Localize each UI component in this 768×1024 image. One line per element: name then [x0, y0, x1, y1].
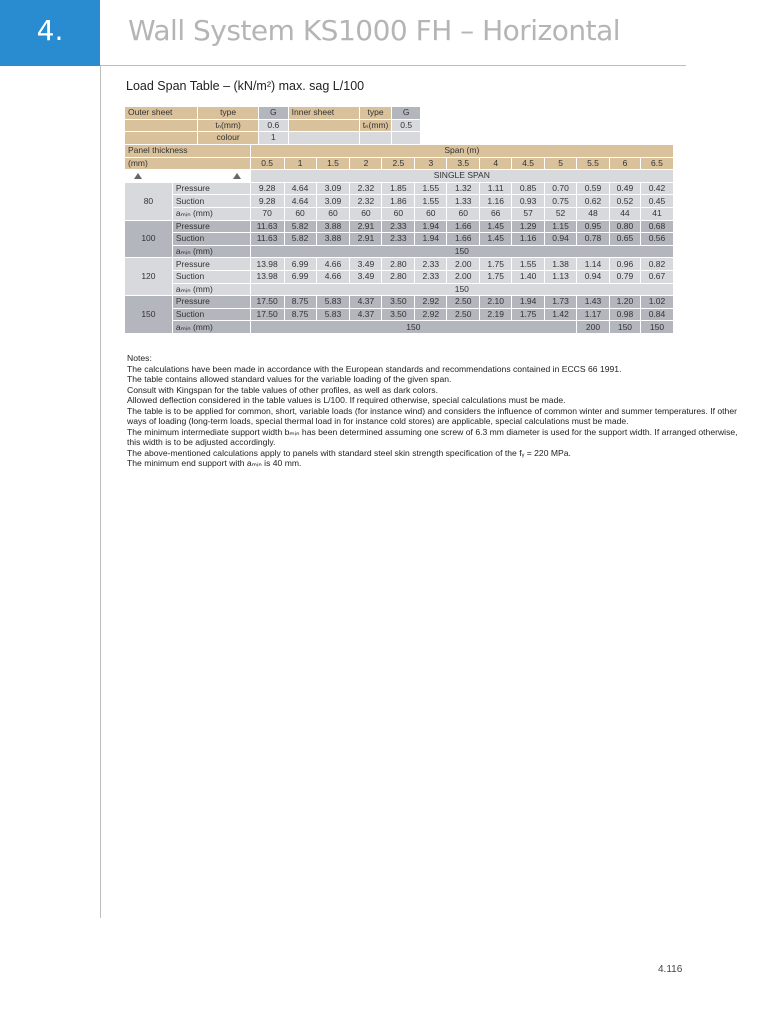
pressure-value: 4.64 — [284, 182, 316, 195]
type-label: type — [359, 107, 392, 120]
support-width-value: 150 — [250, 283, 673, 296]
pressure-value: 0.96 — [609, 258, 640, 271]
span-value-header: 5 — [545, 157, 577, 170]
pressure-value: 5.83 — [316, 296, 350, 309]
pressure-value: 1.94 — [512, 296, 545, 309]
span-value-header: 4.5 — [512, 157, 545, 170]
left-margin-rule — [100, 66, 101, 918]
pressure-value: 1.11 — [480, 182, 512, 195]
pressure-value: 9.28 — [250, 182, 284, 195]
suction-value: 2.33 — [415, 270, 447, 283]
suction-value: 0.98 — [609, 308, 640, 321]
suction-value: 5.83 — [316, 308, 350, 321]
suction-value: 1.75 — [512, 308, 545, 321]
suction-value: 1.42 — [545, 308, 577, 321]
suction-value: 1.40 — [512, 270, 545, 283]
pressure-value: 1.38 — [545, 258, 577, 271]
outer-sheet-label: Outer sheet — [125, 107, 198, 120]
support-triangle-icon — [134, 173, 142, 179]
pressure-value: 1.02 — [640, 296, 673, 309]
span-value-header: 2 — [350, 157, 382, 170]
support-width-value: 150 — [609, 321, 640, 334]
support-width-value: 52 — [545, 207, 577, 220]
pressure-value: 11.63 — [250, 220, 284, 233]
pressure-value: 0.49 — [609, 182, 640, 195]
span-value-header: 5.5 — [577, 157, 610, 170]
pressure-value: 0.85 — [512, 182, 545, 195]
suction-value: 1.16 — [512, 233, 545, 246]
suction-value: 4.64 — [284, 195, 316, 208]
suction-value: 0.78 — [577, 233, 610, 246]
note-line: The minimum intermediate support width bₘᵢₙ has been determined assuming one screw of 6.3 mm diameter is used for the support width. If arranged otherwise, this width is to be adjusted accordingly. — [127, 426, 738, 447]
suction-value: 5.82 — [284, 233, 316, 246]
title-divider — [100, 65, 686, 66]
outer-colour-value: 1 — [259, 132, 289, 145]
suction-value: 4.66 — [316, 270, 350, 283]
support-width-value: 150 — [250, 245, 673, 258]
suction-value: 3.49 — [350, 270, 382, 283]
pressure-label: Pressure — [172, 258, 250, 271]
note-line: The calculations have been made in accordance with the European standards and recommendations contained in ECCS 66 1991. — [127, 363, 622, 374]
pressure-value: 13.98 — [250, 258, 284, 271]
span-value-header: 0.5 — [250, 157, 284, 170]
span-value-header: 4 — [480, 157, 512, 170]
note-line: The minimum end support with aₘᵢₙ is 40 mm. — [127, 458, 302, 468]
pressure-value: 2.91 — [350, 220, 382, 233]
pressure-value: 0.80 — [609, 220, 640, 233]
suction-value: 1.75 — [480, 270, 512, 283]
pressure-value: 3.88 — [316, 220, 350, 233]
pressure-value: 0.82 — [640, 258, 673, 271]
suction-value: 0.65 — [609, 233, 640, 246]
suction-value: 1.86 — [382, 195, 415, 208]
colour-label: colour — [198, 132, 259, 145]
note-line: The table contains allowed standard values for the variable loading of the given span. — [127, 374, 452, 384]
suction-value: 13.98 — [250, 270, 284, 283]
table-title: Load Span Table – (kN/m²) max. sag L/100 — [126, 79, 365, 93]
span-value-header: 3.5 — [447, 157, 480, 170]
suction-value: 6.99 — [284, 270, 316, 283]
suction-value: 0.52 — [609, 195, 640, 208]
spacer-cell — [288, 132, 359, 145]
tn-label: tₙ(mm) — [359, 119, 392, 132]
support-width-value: 60 — [447, 207, 480, 220]
pressure-value: 0.68 — [640, 220, 673, 233]
pressure-value: 6.99 — [284, 258, 316, 271]
suction-value: 1.94 — [415, 233, 447, 246]
pressure-value: 3.50 — [382, 296, 415, 309]
pressure-value: 1.94 — [415, 220, 447, 233]
note-line: Allowed deflection considered in the table values is L/100. If required otherwise, special calculations must be made. — [127, 395, 566, 405]
panel-thickness-header: Panel thickness — [125, 145, 251, 158]
suction-value: 2.80 — [382, 270, 415, 283]
spacer-cell — [288, 119, 359, 132]
support-width-label: aₘᵢₙ (mm) — [172, 283, 250, 296]
suction-value: 11.63 — [250, 233, 284, 246]
pressure-value: 4.66 — [316, 258, 350, 271]
note-line: Consult with Kingspan for the table values of other profiles, as well as dark colors. — [127, 384, 438, 395]
suction-value: 4.37 — [350, 308, 382, 321]
suction-label: Suction — [172, 270, 250, 283]
suction-label: Suction — [172, 195, 250, 208]
suction-value: 1.45 — [480, 233, 512, 246]
pressure-value: 0.95 — [577, 220, 610, 233]
pressure-value: 2.92 — [415, 296, 447, 309]
suction-value: 1.13 — [545, 270, 577, 283]
suction-value: 2.92 — [415, 308, 447, 321]
chapter-number: 4. — [36, 14, 64, 47]
outer-tn-value: 0.6 — [259, 119, 289, 132]
support-width-value: 48 — [577, 207, 610, 220]
inner-type-value: G — [392, 107, 421, 120]
support-width-value: 60 — [316, 207, 350, 220]
suction-value: 3.09 — [316, 195, 350, 208]
suction-value: 1.17 — [577, 308, 610, 321]
note-line: The table is to be applied for common, short, variable loads (for instance wind) and considers the influence of common winter and summer temperatures. If other ways of loading (long-term loads, special thermal load in for instance cold stores) are applicable, special calculations must be made. — [127, 405, 737, 426]
spacer-cell — [125, 132, 198, 145]
suction-value: 1.66 — [447, 233, 480, 246]
pressure-value: 1.73 — [545, 296, 577, 309]
pressure-value: 0.59 — [577, 182, 610, 195]
pressure-value: 2.33 — [415, 258, 447, 271]
pressure-value: 17.50 — [250, 296, 284, 309]
support-diagram — [125, 170, 251, 183]
inner-tn-value: 0.5 — [392, 119, 421, 132]
pressure-value: 1.20 — [609, 296, 640, 309]
suction-value: 0.67 — [640, 270, 673, 283]
support-width-value: 60 — [284, 207, 316, 220]
pressure-value: 1.45 — [480, 220, 512, 233]
support-width-value: 66 — [480, 207, 512, 220]
pressure-label: Pressure — [172, 220, 250, 233]
pressure-value: 3.49 — [350, 258, 382, 271]
page-number: 4.116 — [658, 964, 683, 975]
panel-thickness-value: 80 — [125, 182, 173, 220]
suction-value: 0.94 — [577, 270, 610, 283]
outer-type-value: G — [259, 107, 289, 120]
note-line: The above-mentioned calculations apply to panels with standard steel skin strength specification of the fᵧ = 220 MPa. — [127, 447, 571, 458]
pressure-value: 2.32 — [350, 182, 382, 195]
span-value-header: 2.5 — [382, 157, 415, 170]
spacer-cell — [359, 132, 392, 145]
pressure-value: 1.43 — [577, 296, 610, 309]
support-width-label: aₘᵢₙ (mm) — [172, 207, 250, 220]
span-value-header: 6 — [609, 157, 640, 170]
notes-section — [127, 353, 751, 469]
pressure-value: 1.14 — [577, 258, 610, 271]
suction-value: 0.45 — [640, 195, 673, 208]
span-value-header: 3 — [415, 157, 447, 170]
suction-value: 2.19 — [480, 308, 512, 321]
suction-value: 1.16 — [480, 195, 512, 208]
spacer-cell — [125, 119, 198, 132]
suction-value: 1.33 — [447, 195, 480, 208]
suction-value: 3.88 — [316, 233, 350, 246]
support-width-value: 200 — [577, 321, 610, 334]
pressure-value: 0.70 — [545, 182, 577, 195]
support-width-label: aₘᵢₙ (mm) — [172, 321, 250, 334]
suction-value: 2.33 — [382, 233, 415, 246]
support-width-label: aₘᵢₙ (mm) — [172, 245, 250, 258]
inner-sheet-label: Inner sheet — [288, 107, 359, 120]
suction-value: 17.50 — [250, 308, 284, 321]
suction-value: 0.93 — [512, 195, 545, 208]
pressure-value: 1.32 — [447, 182, 480, 195]
suction-value: 2.50 — [447, 308, 480, 321]
pressure-value: 1.66 — [447, 220, 480, 233]
pressure-value: 1.55 — [415, 182, 447, 195]
pressure-value: 4.37 — [350, 296, 382, 309]
pressure-value: 2.33 — [382, 220, 415, 233]
pressure-label: Pressure — [172, 296, 250, 309]
suction-value: 0.84 — [640, 308, 673, 321]
span-value-header: 1 — [284, 157, 316, 170]
pressure-value: 1.29 — [512, 220, 545, 233]
pressure-value: 5.82 — [284, 220, 316, 233]
suction-label: Suction — [172, 233, 250, 246]
pressure-value: 2.10 — [480, 296, 512, 309]
support-width-value: 57 — [512, 207, 545, 220]
suction-value: 1.55 — [415, 195, 447, 208]
pressure-value: 1.15 — [545, 220, 577, 233]
support-width-value: 41 — [640, 207, 673, 220]
support-width-value: 70 — [250, 207, 284, 220]
spacer-cell — [392, 132, 421, 145]
pressure-value: 1.55 — [512, 258, 545, 271]
suction-value: 2.00 — [447, 270, 480, 283]
pressure-value: 1.75 — [480, 258, 512, 271]
span-header: Span (m) — [250, 145, 673, 158]
suction-value: 2.91 — [350, 233, 382, 246]
suction-label: Suction — [172, 308, 250, 321]
suction-value: 8.75 — [284, 308, 316, 321]
span-value-header: 6.5 — [640, 157, 673, 170]
suction-value: 3.50 — [382, 308, 415, 321]
pressure-value: 2.00 — [447, 258, 480, 271]
span-value-header: 1.5 — [316, 157, 350, 170]
panel-thickness-value: 150 — [125, 296, 173, 334]
pressure-value: 8.75 — [284, 296, 316, 309]
tn-label: tₙ(mm) — [198, 119, 259, 132]
support-width-value: 60 — [350, 207, 382, 220]
suction-value: 2.32 — [350, 195, 382, 208]
pressure-label: Pressure — [172, 182, 250, 195]
page-title: Wall System KS1000 FH – Horizontal — [128, 14, 621, 47]
support-width-value: 150 — [250, 321, 576, 334]
sheet-spec-table — [124, 106, 421, 145]
panel-thickness-value: 120 — [125, 258, 173, 296]
type-label: type — [198, 107, 259, 120]
suction-value: 0.79 — [609, 270, 640, 283]
suction-value: 9.28 — [250, 195, 284, 208]
load-span-table — [124, 144, 674, 334]
support-width-value: 150 — [640, 321, 673, 334]
support-width-value: 60 — [415, 207, 447, 220]
suction-value: 0.75 — [545, 195, 577, 208]
support-width-value: 44 — [609, 207, 640, 220]
suction-value: 0.56 — [640, 233, 673, 246]
single-span-label: SINGLE SPAN — [250, 170, 673, 183]
notes-heading: Notes: — [127, 353, 152, 363]
suction-value: 0.62 — [577, 195, 610, 208]
pressure-value: 2.50 — [447, 296, 480, 309]
support-triangle-icon — [233, 173, 241, 179]
suction-value: 0.94 — [545, 233, 577, 246]
pressure-value: 2.80 — [382, 258, 415, 271]
panel-thickness-value: 100 — [125, 220, 173, 258]
support-width-value: 60 — [382, 207, 415, 220]
pressure-value: 0.42 — [640, 182, 673, 195]
pressure-value: 1.85 — [382, 182, 415, 195]
pressure-value: 3.09 — [316, 182, 350, 195]
mm-header: (mm) — [125, 157, 251, 170]
